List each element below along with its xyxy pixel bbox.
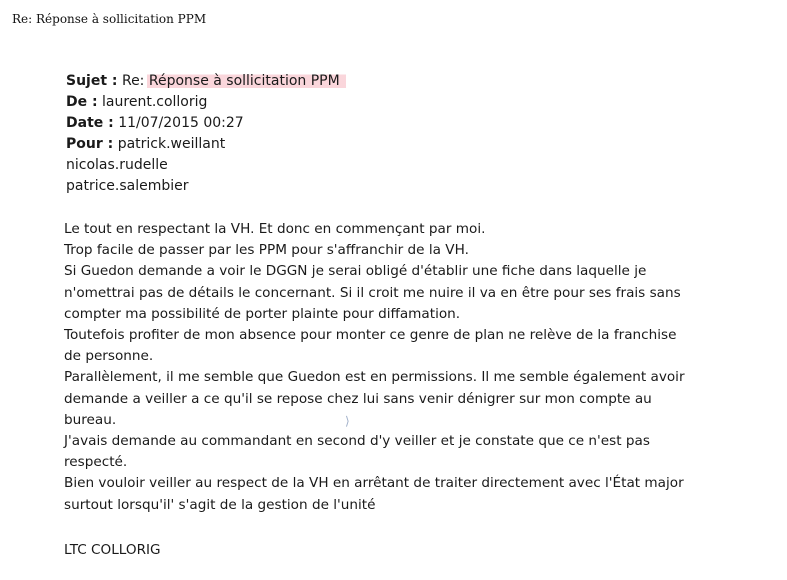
document-title: Re: Réponse à sollicitation PPM: [12, 12, 207, 26]
to-recipient-line: [66, 155, 346, 176]
to-recipient: nicolas.rudelle: [66, 157, 168, 173]
body-line: surtout lorsqu'il' s'agit de la gestion de l'unité: [64, 496, 376, 513]
body-line: respecté.: [64, 454, 128, 471]
to-recipient: patrice.salembier: [66, 178, 189, 194]
date-line: [66, 113, 346, 134]
email-body: [64, 219, 764, 516]
body-line: n'omettrai pas de détails le concernant. Si il croit me nuire il va en être pour ses frais sans: [64, 284, 681, 301]
email-header: [66, 71, 346, 197]
to-label: Pour :: [66, 136, 114, 152]
body-line: compter ma possibilité de porter plainte pour diffamation.: [64, 305, 461, 322]
body-line: Si Guedon demande a voir le DGGN je serai obligé d'établir une fiche dans laquelle je: [64, 263, 647, 280]
from-line: [66, 92, 346, 113]
body-line: Toutefois profiter de mon absence pour monter ce genre de plan ne relève de la franchise: [64, 327, 677, 344]
from-value: laurent.collorig: [102, 94, 208, 110]
signature: LTC COLLORIG: [64, 542, 161, 558]
scan-artifact-mark: ⟩: [345, 414, 350, 428]
subject-line: [66, 71, 346, 92]
body-line: bureau.: [64, 411, 117, 428]
to-recipient: patrick.weillant: [117, 136, 226, 152]
from-label: De :: [66, 94, 98, 110]
body-line: demande a veiller a ce qu'il se repose chez lui sans venir dénigrer sur mon compte au: [64, 390, 652, 407]
body-line: de personne.: [64, 348, 154, 365]
body-line: Trop facile de passer par les PPM pour s'affranchir de la VH.: [64, 242, 469, 259]
date-label: Date :: [66, 115, 114, 131]
subject-text: Réponse à sollicitation PPM: [147, 73, 346, 89]
body-line: J'avais demande au commandant en second d'y veiller et je constate que ce n'est pas: [64, 433, 650, 450]
body-line: Bien vouloir veiller au respect de la VH en arrêtant de traiter directement avec l'État major: [64, 475, 684, 492]
body-line: Parallèlement, il me semble que Guedon est en permissions. Il me semble également avoir: [64, 369, 685, 386]
to-recipient-line: [66, 176, 346, 197]
subject-prefix: Re:: [121, 73, 145, 89]
body-line: Le tout en respectant la VH. Et donc en commençant par moi.: [64, 221, 486, 237]
to-line: [66, 134, 346, 155]
subject-label: Sujet :: [66, 73, 118, 89]
date-value: 11/07/2015 00:27: [118, 115, 244, 131]
